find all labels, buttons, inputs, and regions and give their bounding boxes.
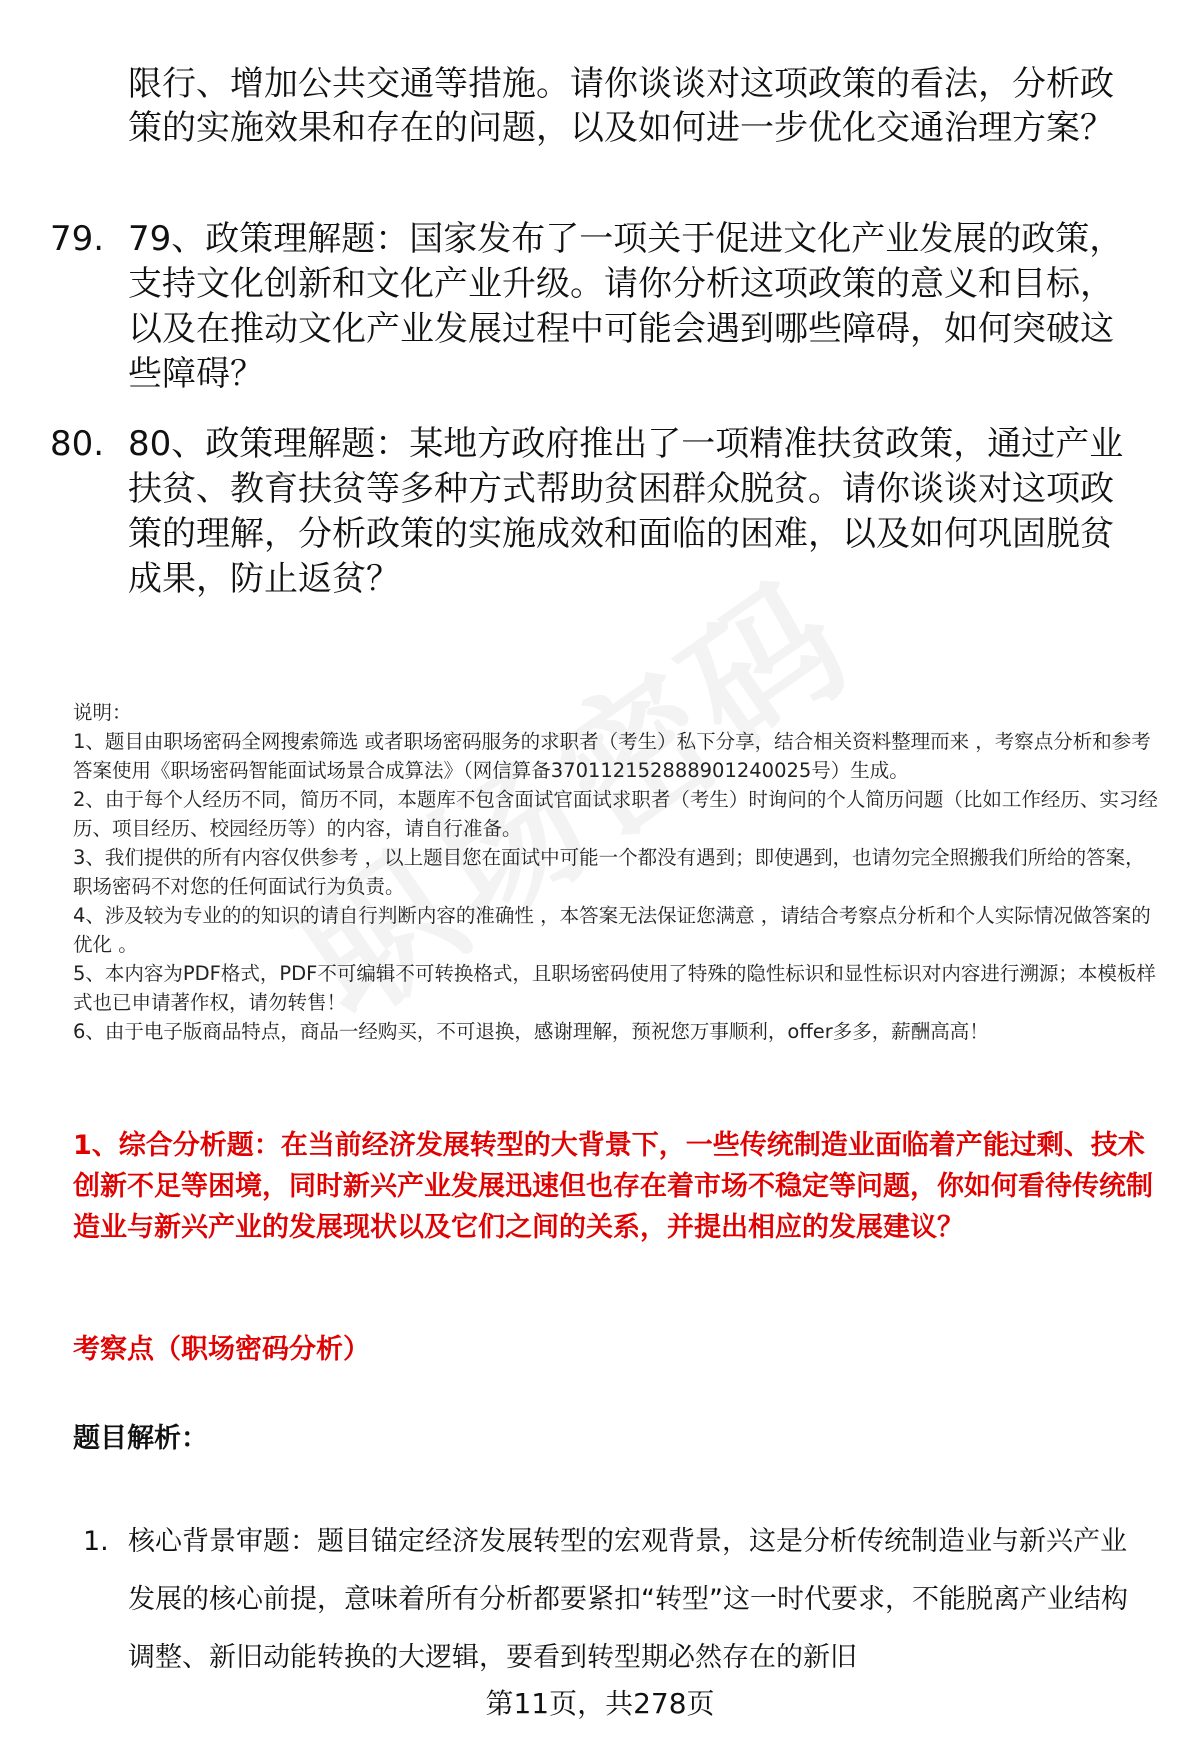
- note-item: 6、由于电子版商品特点，商品一经购买，不可退换，感谢理解，预祝您万事顺利，offer多多，薪酬高高！: [73, 1020, 989, 1043]
- analysis-title: 题目解析：: [73, 1423, 208, 1454]
- note-item: 4、涉及较为专业的的知识的请自行判断内容的准确性 ，本答案无法保证您满意 ，请结合考察点分析和个人实际情况做答案的优化 。: [73, 904, 1151, 956]
- question-number: 79.: [50, 219, 105, 259]
- notes-title: 说明：: [73, 701, 132, 724]
- question-item-79: [50, 217, 1140, 397]
- analysis-item: [83, 1513, 1153, 1687]
- notes-block: [73, 698, 1163, 1046]
- note-item: 2、由于每个人经历不同，简历不同，本题库不包含面试官面试求职者（考生）时询问的个人简历问题（比如工作经历、实习经历、项目经历、校园经历等）的内容，请自行准备。: [73, 788, 1158, 840]
- note-item: 5、本内容为PDF格式，PDF不可编辑不可转换格式，且职场密码使用了特殊的隐性标识和显性标识对内容进行溯源；本模板样式也已申请著作权，请勿转售！: [73, 962, 1156, 1014]
- section-question: 1、综合分析题：在当前经济发展转型的大背景下，一些传统制造业面临着产能过剩、技术创新不足等困境，同时新兴产业发展迅速但也存在着市场不稳定等问题，你如何看待传统制造业与新兴产业的发展现状以及它们之间的关系，并提出相应的发展建议？: [73, 1130, 1153, 1243]
- analysis-text: 核心背景审题：题目锚定经济发展转型的宏观背景，这是分析传统制造业与新兴产业发展的核心前提，意味着所有分析都要紧扣“转型”这一时代要求，不能脱离产业结构调整、新旧动能转换的大逻辑，要看到转型期必然存在的新旧: [128, 1526, 1128, 1673]
- question-text: 79、政策理解题：国家发布了一项关于促进文化产业发展的政策，支持文化创新和文化产业升级。请你分析这项政策的意义和目标，以及在推动文化产业发展过程中可能会遇到哪些障碍，如何突破这些障碍？: [128, 219, 1124, 394]
- question-text: 80、政策理解题：某地方政府推出了一项精准扶贫政策，通过产业扶贫、教育扶贫等多种方式帮助贫困群众脱贫。请你谈谈对这项政策的理解，分析政策的实施成效和面临的困难，以及如何巩固脱贫成果，防止返贫？: [128, 424, 1124, 599]
- note-item: 1、题目由职场密码全网搜索筛选 或者职场密码服务的求职者（考生）私下分享，结合相关资料整理而来 ，考察点分析和参考答案使用《职场密码智能面试场景合成算法》（网信算备370112152888901240025号）生成。: [73, 730, 1151, 782]
- question-item-80: [50, 422, 1140, 602]
- question-continued-text: 限行、增加公共交通等措施。请你谈谈对这项政策的看法，分析政策的实施效果和存在的问题，以及如何进一步优化交通治理方案？: [128, 64, 1114, 148]
- analysis-number: 1.: [83, 1526, 109, 1557]
- question-number: 80.: [50, 424, 105, 464]
- page-footer: 第11页，共278页: [485, 1687, 715, 1720]
- note-item: 3、我们提供的所有内容仅供参考 ，以上题目您在面试中可能一个都没有遇到；即使遇到，也请勿完全照搬我们所给的答案，职场密码不对您的任何面试行为负责。: [73, 846, 1145, 898]
- assessment-point-label: 考察点（职场密码分析）: [73, 1334, 370, 1365]
